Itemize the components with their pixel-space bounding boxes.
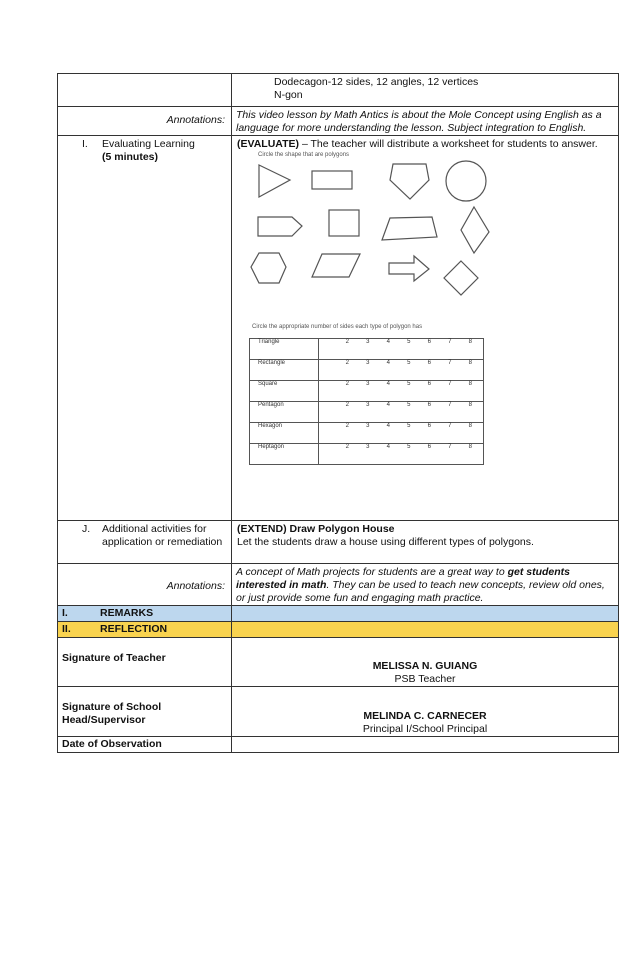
trapezoid-shape <box>382 217 437 240</box>
date-observation-label: Date of Observation <box>62 738 162 750</box>
extend-heading: (EXTEND) Draw Polygon House <box>237 523 395 535</box>
extend-row <box>58 521 619 564</box>
evaluate-duration: (5 minutes) <box>102 151 159 163</box>
polygon-shapes <box>232 152 620 302</box>
parallelogram-shape <box>312 254 360 277</box>
dodecagon-line: Dodecagon-12 sides, 12 angles, 12 vertices <box>274 76 479 88</box>
head-signature-label: Signature of School <box>62 701 162 713</box>
sides-row: Heptagon 2 3 4 5 6 7 8 <box>250 444 484 465</box>
polygon-name: Hexagon <box>250 423 319 444</box>
arrow-pentagon-shape <box>258 217 302 236</box>
annotation-row <box>58 107 619 136</box>
arrow-shape <box>389 256 429 281</box>
evaluate-heading: (EVALUATE) <box>237 138 300 150</box>
sides-row: Square 2 3 4 5 6 7 8 <box>250 381 484 402</box>
annotation-text: A concept of Math projects for students are a great way to get students interested in math. They can be used to teach new concepts, review old ones, or just provide some fun and engaging math practice. <box>236 566 605 604</box>
square-shape <box>329 210 359 236</box>
head-title: Principal I/School Principal <box>362 723 488 735</box>
sides-row: Triangle 2 3 4 5 6 7 8 <box>250 339 484 360</box>
polygon-list-row <box>58 74 619 107</box>
evaluate-row <box>58 136 619 521</box>
date-observation-row <box>58 737 619 753</box>
circle-shape <box>446 161 486 201</box>
section-number: I. <box>62 607 68 619</box>
head-signature-row <box>58 687 619 737</box>
annotation-text: This video lesson by Math Antics is about the Mole Concept using English as a language for more understanding the lesson. Subject integration to English. <box>236 109 602 134</box>
teacher-name: MELISSA N. GUIANG <box>372 660 478 672</box>
polygon-name: Triangle <box>250 339 319 360</box>
polygon-name: Pentagon <box>250 402 319 423</box>
annotation-row <box>58 564 619 606</box>
head-name: MELINDA C. CARNECER <box>363 710 487 722</box>
remarks-label: REMARKS <box>100 607 154 619</box>
polygon-name: Rectangle <box>250 360 319 381</box>
extend-text: Let the students draw a house using different types of polygons. <box>237 536 534 548</box>
annotation-label: Annotations: <box>166 114 225 126</box>
evaluate-title: Evaluating Learning <box>102 138 195 150</box>
extend-title: Additional activities for application or remediation <box>102 523 223 548</box>
hexagon-shape <box>251 253 286 283</box>
annotation-label: Annotations: <box>166 579 225 592</box>
lesson-plan-table <box>57 73 619 753</box>
worksheet-caption-shapes: Circle the shape that are polygons <box>258 152 350 158</box>
item-number: I. <box>82 138 88 150</box>
sides-row: Rectangle 2 3 4 5 6 7 8 <box>250 360 484 381</box>
diamond-shape <box>444 261 478 295</box>
worksheet-image <box>232 152 620 517</box>
triangle-shape <box>259 165 290 197</box>
rectangle-shape <box>312 171 352 189</box>
reflection-label: REFLECTION <box>100 623 168 635</box>
teacher-signature-label: Signature of Teacher <box>62 652 166 664</box>
kite-shape <box>461 207 489 253</box>
item-number: J. <box>82 523 91 535</box>
sides-row: Pentagon 2 3 4 5 6 7 8 <box>250 402 484 423</box>
ngon-line: N-gon <box>274 89 303 101</box>
sides-table <box>249 338 484 465</box>
worksheet-caption-sides: Circle the appropriate number of sides each type of polygon has <box>252 324 423 330</box>
section-number: II. <box>62 623 71 635</box>
evaluate-text: – The teacher will distribute a worksheet for students to answer. <box>301 138 598 150</box>
pentagon-shape <box>390 164 429 199</box>
remarks-row <box>58 606 619 622</box>
sides-row: Hexagon 2 3 4 5 6 7 8 <box>250 423 484 444</box>
head-signature-label-2: Head/Supervisor <box>62 714 146 726</box>
polygon-name: Heptagon <box>250 444 319 465</box>
reflection-row <box>58 622 619 638</box>
polygon-name: Square <box>250 381 319 402</box>
teacher-signature-row <box>58 638 619 687</box>
teacher-title: PSB Teacher <box>394 673 456 685</box>
